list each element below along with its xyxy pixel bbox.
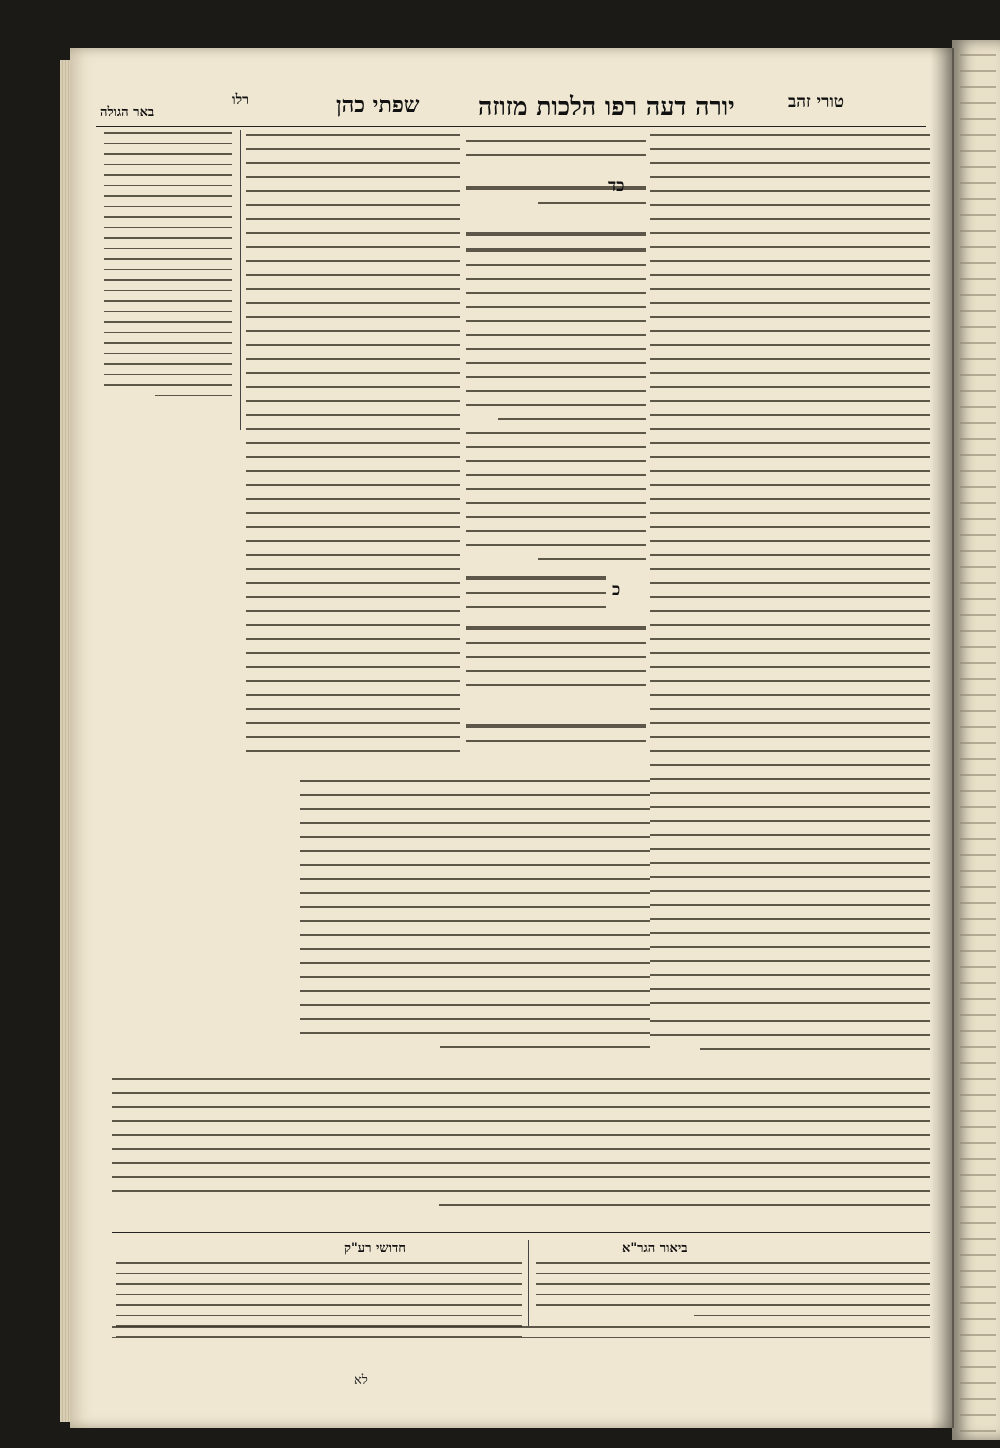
folio-number: לא [354, 1373, 368, 1388]
footnote-rule [112, 1232, 930, 1233]
main-text-seif-22 [466, 724, 646, 764]
seif-marker-24: כד [608, 176, 625, 196]
taz-end [650, 1020, 930, 1072]
header-rule [96, 126, 926, 127]
beur-hagra-heading: ביאור הגר"א [622, 1241, 688, 1256]
header-turei-zahav: טורי זהב [788, 92, 845, 112]
header-title: יורה דעה רפו הלכות מזוזה [478, 92, 735, 121]
gutter-shadow [930, 48, 954, 1428]
beer-hagolah-column [104, 132, 232, 422]
shach-continuation [300, 780, 650, 1070]
footnote-bottom-line [112, 1326, 930, 1350]
seif-marker-20: כ [612, 580, 621, 600]
main-text-seif-21 [466, 626, 646, 716]
header-page-number: רלו [232, 92, 250, 108]
beur-hagra-text [536, 1262, 930, 1322]
facing-page [952, 40, 1000, 1440]
header-siftei-kohen: שפתי כהן [336, 92, 420, 118]
main-text-top [466, 140, 646, 172]
taz-wide-continuation [112, 1078, 930, 1228]
main-text-body [466, 232, 646, 562]
chidushei-raka-heading: חדושי רע"ק [344, 1241, 406, 1256]
column-divider [240, 130, 241, 430]
taz-column [650, 134, 930, 1014]
shach-column [246, 134, 460, 770]
header-beer-hagolah: באר הגולה [100, 105, 155, 120]
footnote-divider [528, 1240, 529, 1326]
main-text-seif-20 [466, 576, 606, 620]
